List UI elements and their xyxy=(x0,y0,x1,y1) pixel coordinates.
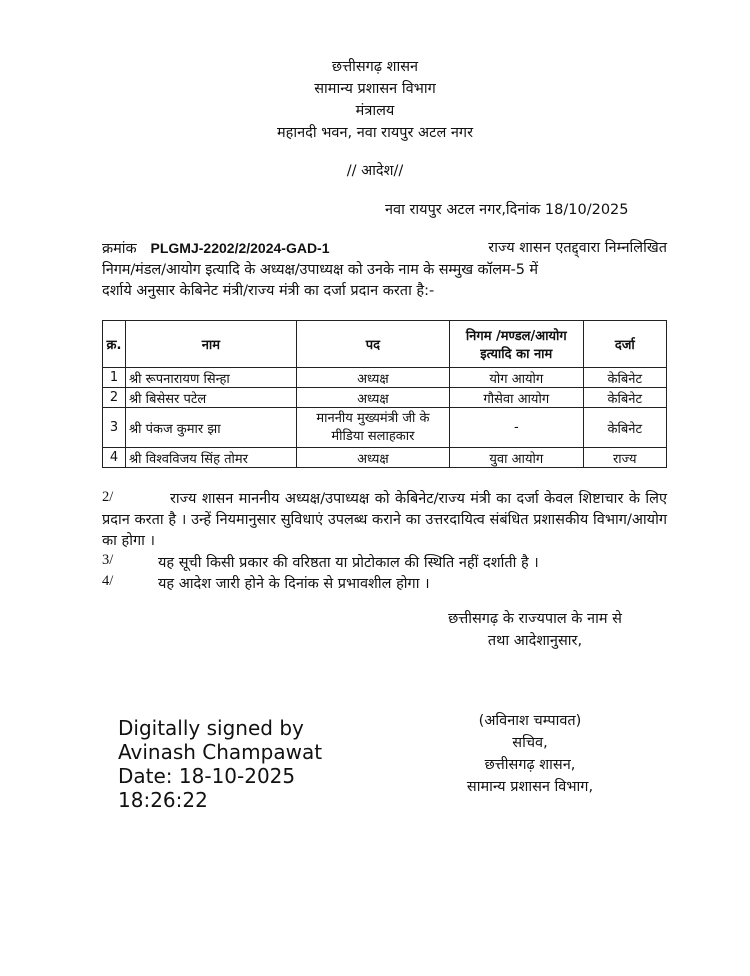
digital-signature-date: Date: 18-10-2025 xyxy=(118,764,296,788)
header-post: पद xyxy=(296,321,449,368)
signatory-org1: छत्तीसगढ़ शासन, xyxy=(484,757,576,773)
row-body: योग आयोग xyxy=(450,368,584,388)
closing-line1: छत्तीसगढ़ के राज्यपाल के नाम से xyxy=(448,611,622,627)
closing-line2: तथा आदेशानुसार, xyxy=(487,633,583,649)
row-rank: केबिनेट xyxy=(583,368,666,388)
point-3-text: यह सूची किसी प्रकार की वरिष्ठता या प्रोटोकाल की स्थिति नहीं दर्शाती है । xyxy=(158,555,539,571)
row-body: गौसेवा आयोग xyxy=(450,388,584,408)
table-row xyxy=(103,388,667,408)
row-post: माननीय मुख्यमंत्री जी के मीडिया सलाहकार xyxy=(296,408,449,448)
reference-number: PLGMJ-2202/2/2024-GAD-1 xyxy=(150,240,330,256)
reference-prefix: क्रमांक xyxy=(102,241,137,257)
place-date: नवा रायपुर अटल नगर,दिनांक 18/10/2025 xyxy=(385,202,629,218)
row-name: श्री रूपनारायण सिन्हा xyxy=(125,368,296,388)
signatory-org2: सामान्य प्रशासन विभाग, xyxy=(466,779,594,795)
row-rank: राज्य xyxy=(583,448,666,468)
header-serial: क्र. xyxy=(103,321,126,368)
letterhead-government: छत्तीसगढ़ शासन xyxy=(331,59,419,75)
order-title: // आदेश// xyxy=(346,163,404,179)
letterhead xyxy=(0,56,750,144)
closing-authority xyxy=(400,608,670,652)
signatory-designation: सचिव, xyxy=(512,735,548,751)
header-name: नाम xyxy=(125,321,296,368)
row-post: अध्यक्ष xyxy=(296,368,449,388)
row-post: अध्यक्ष xyxy=(296,448,449,468)
row-rank: केबिनेट xyxy=(583,388,666,408)
signatory-block xyxy=(430,710,630,798)
row-post: अध्यक्ष xyxy=(296,388,449,408)
row-name: श्री विश्वविजय सिंह तोमर xyxy=(125,448,296,468)
row-serial: 3 xyxy=(103,408,126,448)
row-rank: केबिनेट xyxy=(583,408,666,448)
reference-paragraph xyxy=(102,238,667,302)
header-body: निगम /मण्डल/आयोग इत्यादि का नाम xyxy=(450,321,584,368)
point-4-number: 4/ xyxy=(102,573,114,589)
reference-text-line1: राज्य शासन एतद्द्वारा निम्नलिखित xyxy=(488,240,667,256)
digital-signature-time: 18:26:22 xyxy=(118,788,208,812)
row-body: - xyxy=(450,408,584,448)
row-serial: 1 xyxy=(103,368,126,388)
digital-signature-stamp xyxy=(118,716,322,812)
appointments-table xyxy=(102,320,667,468)
digital-signature-line1: Digitally signed by xyxy=(118,716,304,740)
row-body: युवा आयोग xyxy=(450,448,584,468)
row-name: श्री पंकज कुमार झा xyxy=(125,408,296,448)
letterhead-department: सामान्य प्रशासन विभाग xyxy=(314,81,436,97)
table-header-row xyxy=(103,321,667,368)
table-row xyxy=(103,368,667,388)
header-rank: दर्जा xyxy=(583,321,666,368)
signatory-name: (अविनाश चम्पावत) xyxy=(478,713,582,729)
point-2-text: राज्य शासन माननीय अध्यक्ष/उपाध्यक्ष को केबिनेट/राज्य मंत्री का दर्जा केवल शिष्टाचार के लिए प्रदान करता है । उन्हें नियमानुसार सुविधाएं उपलब्ध कराने का उत्तरदायित्व संबंधित प्रशासकीय विभाग/आयोग का होगा । xyxy=(102,491,667,549)
table-row xyxy=(103,448,667,468)
letterhead-address: महानदी भवन, नवा रायपुर अटल नगर xyxy=(276,125,474,141)
row-name: श्री बिसेसर पटेल xyxy=(125,388,296,408)
row-serial: 2 xyxy=(103,388,126,408)
reference-text-line2: निगम/मंडल/आयोग इत्यादि के अध्यक्ष/उपाध्यक्ष को उनके नाम के सम्मुख कॉलम-5 में xyxy=(102,262,538,278)
reference-text-line3: दर्शाये अनुसार केबिनेट मंत्री/राज्य मंत्री का दर्जा प्रदान करता है:- xyxy=(102,283,435,299)
table-row xyxy=(103,408,667,448)
point-2-number: 2/ xyxy=(102,489,114,505)
point-4-text: यह आदेश जारी होने के दिनांक से प्रभावशील होगा । xyxy=(158,576,430,592)
point-3-number: 3/ xyxy=(102,552,114,568)
row-serial: 4 xyxy=(103,448,126,468)
letterhead-ministry: मंत्रालय xyxy=(355,103,395,119)
digital-signature-name: Avinash Champawat xyxy=(118,740,323,764)
